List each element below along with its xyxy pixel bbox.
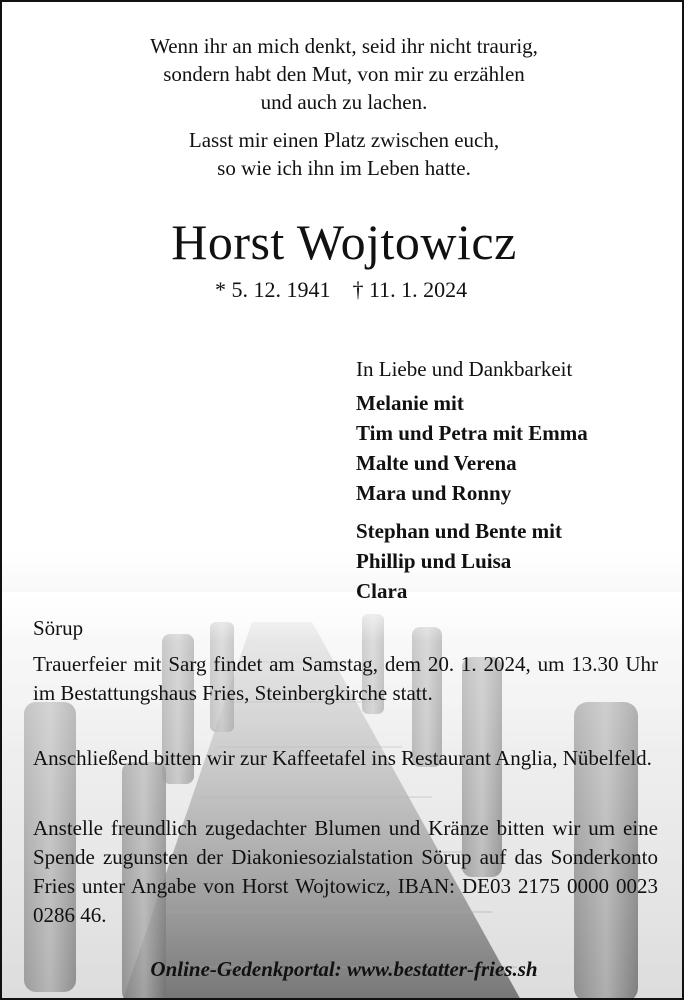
mourners-group-2	[356, 516, 562, 606]
mourner-line: Stephan und Bente mit	[356, 519, 562, 543]
poem-line: und auch zu lachen.	[260, 90, 428, 114]
place-name: Sörup	[33, 616, 84, 640]
poem-line: Wenn ihr an mich denkt, seid ihr nicht traurig,	[150, 34, 538, 58]
mourner-line: Malte und Verena	[356, 451, 517, 475]
mourner-line: Tim und Petra mit Emma	[356, 421, 588, 445]
poem-stanza-2	[2, 126, 684, 182]
poem-stanza-1	[2, 32, 684, 116]
mourner-line: Phillip und Luisa	[356, 549, 512, 573]
poem-line: sondern habt den Mut, von mir zu erzählen	[163, 62, 525, 86]
death-date: † 11. 1. 2024	[352, 277, 468, 302]
poem-line: so wie ich ihn im Leben hatte.	[217, 156, 471, 180]
funeral-info: Trauerfeier mit Sarg findet am Samstag, dem 20. 1. 2024, um 13.30 Uhr im Bestattungshaus Fries, Steinbergkirche statt.	[33, 652, 658, 705]
poem-line: Lasst mir einen Platz zwischen euch,	[188, 128, 500, 152]
mourner-line: Clara	[356, 579, 408, 603]
mourners-intro: In Liebe und Dankbarkeit	[356, 357, 573, 381]
memorial-portal-link[interactable]: Online-Gedenkportal: www.bestatter-fries.sh	[150, 957, 538, 981]
mourner-line: Mara und Ronny	[356, 481, 512, 505]
mourners-group-1	[356, 388, 588, 508]
life-dates	[215, 276, 467, 304]
deceased-name: Horst Wojtowicz	[171, 214, 517, 270]
mourner-line: Melanie mit	[356, 391, 464, 415]
donation-info: Anstelle freundlich zugedachter Blumen und Kränze bitten wir um eine Spende zugunsten der Diakoniesozialstation Sörup auf das Sonderkonto Fries unter Angabe von Horst Wojtowicz, IBAN: DE03 2175 0000 0023 0286 46.	[33, 816, 658, 927]
reception-info: Anschließend bitten wir zur Kaffeetafel ins Restaurant Anglia, Nübelfeld.	[33, 746, 652, 770]
birth-date: * 5. 12. 1941	[215, 277, 331, 302]
